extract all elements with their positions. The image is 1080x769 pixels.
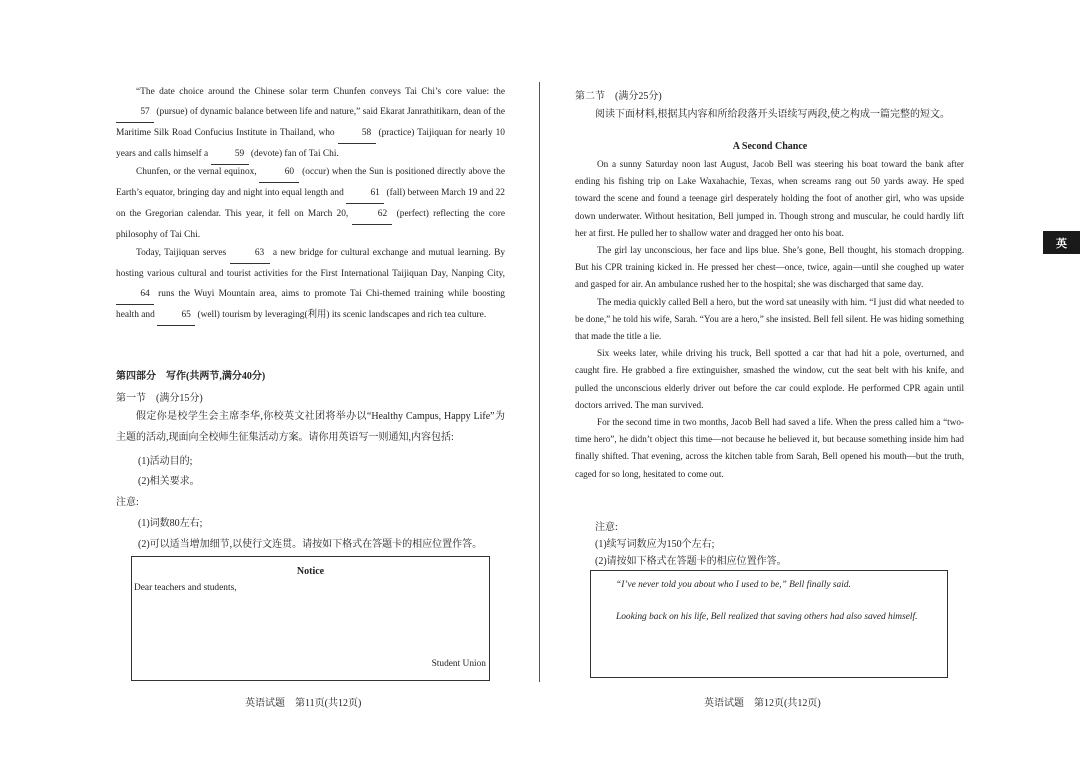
passage-text: Chunfen, or the vernal equinox, [136, 167, 260, 177]
passage-text: runs the Wuyi Mountain area, aims to promote Tai Chi-themed training while boosting health and [116, 289, 505, 320]
section1-title: 第一节 (满分15分) [116, 393, 203, 404]
blank-59: 59 [211, 144, 249, 165]
notice-answer-box [131, 556, 490, 681]
blank-57: 57 [116, 102, 154, 123]
paragraph-opener-2: Looking back on his life, Bell realized that saving others had also saved himself. [616, 612, 918, 622]
right-page [542, 0, 1080, 769]
note-item-2: (2)请按如下格式在答题卡的相应位置作答。 [595, 556, 787, 567]
notice-signature: Student Union [431, 659, 486, 669]
part4-title: 第四部分 写作(共两节,满分40分) [116, 371, 266, 382]
task-item-1: (1)活动目的; [138, 456, 193, 467]
subject-tab: 英 [1043, 231, 1080, 254]
paragraph-opener-1: “I’ve never told you about who I used to be,” Bell finally said. [616, 580, 851, 590]
passage-text: (pursue) of dynamic balance between life and nature,” said Ekarat Janrathitikarn, dean of the Maritime Silk Road Confucius Institute in Thailand, who [116, 107, 505, 138]
story-paragraph: The media quickly called Bell a hero, but the word sat uneasily with him. “I just did what needed to be done,” he told his wife, Sarah. “You are a hero,” she insisted. Bell fell silent. He was hiding something that made the title a lie. [575, 296, 964, 342]
notice-title: Notice [296, 566, 325, 577]
passage-paragraph-2 [116, 162, 505, 245]
story-body [575, 156, 964, 483]
passage-text: Today, Taijiquan serves [136, 248, 230, 258]
passage-paragraph-3 [116, 243, 505, 326]
passage-text: (perfect) reflecting the core philosophy of Tai Chi. [116, 209, 506, 240]
note-item-2: (2)可以适当增加细节,以使行文连贯。请按如下格式在答题卡的相应位置作答。 [138, 539, 483, 550]
left-page [0, 0, 538, 769]
passage-text: (occur) when the Sun is positioned directly above the Earth’s equator, bringing day and night into equal length and [116, 167, 505, 198]
blank-65: 65 [157, 305, 195, 326]
note-item-1: (1)词数80左右; [138, 518, 203, 529]
continuation-instruction: 阅读下面材料,根据其内容和所给段落开头语续写两段,使之构成一篇完整的短文。 [595, 109, 950, 120]
blank-63: 63 [230, 243, 270, 264]
page-divider [539, 82, 540, 682]
blank-60: 60 [259, 162, 299, 183]
note-label: 注意: [116, 497, 139, 508]
notice-greeting: Dear teachers and students, [134, 583, 237, 593]
passage-text: (fall) between March 19 and 22 on the Gregorian calendar. This year, it fell on March 20, [116, 188, 505, 219]
story-title: A Second Chance [732, 141, 808, 152]
passage-text: (devote) fan of Tai Chi. [248, 149, 339, 159]
note-item-1: (1)续写词数应为150个左右; [595, 539, 715, 550]
blank-61: 61 [346, 183, 384, 204]
passage-text: (practice) Taijiquan for nearly 10 years and calls himself a [116, 128, 505, 159]
blank-62: 62 [352, 204, 392, 225]
blank-64: 64 [116, 284, 154, 305]
story-paragraph: The girl lay unconscious, her face and lips blue. She’s gone, Bell thought, his stomach dropping. But his CPR training kicked in. He pressed her chest—once, twice, again—until she coughed up water and gasped for air. An ambulance rushed her to the hospital; she was discharged that same day. [575, 245, 964, 290]
blank-58: 58 [338, 123, 376, 144]
section2-title: 第二节 (满分25分) [575, 91, 662, 102]
passage-paragraph-1 [116, 82, 505, 165]
passage-text: (well) tourism by leveraging(利用) its scenic landscapes and rich tea culture. [195, 310, 487, 320]
story-paragraph: Six weeks later, while driving his truck, Bell spotted a car that had hit a pole, overturned, and caught fire. He grabbed a fire extinguisher, smashed the window, cut the seat belt with his knife, and pulled the unconscious elderly driver out before the car could explode. He performed CPR again until doctors arrived. The man survived. [575, 348, 964, 410]
passage-text: a new bridge for cultural exchange and mutual learning. By hosting various cultural and tourist activities for the First International Taijiquan Day, Nanping City, [116, 248, 506, 279]
passage-text: “The date choice around the Chinese solar term Chunfen conveys Tai Chi’s core value: the [136, 87, 505, 97]
story-paragraph: On a sunny Saturday noon last August, Jacob Bell was steering his boat toward the bank after ending his fishing trip on Lake Waxahachie, Texas, when screams rang out 50 yards away. He sped toward the scene and found a teenage girl desperately holding the foot of another girl, who was upside down underwater. Without hesitation, Bell jumped in. Though strong and muscular, he could hardly lift her at first. He pulled her to shallow water and dragged her onto his boat. [575, 159, 964, 238]
writing-task: 假定你是校学生会主席李华,你校英文社团将举办以“Healthy Campus, Happy Life”为主题的活动,现面向全校师生征集活动方案。请你用英语写一则通知,内容包括: [116, 411, 505, 443]
page-footer-12: 英语试题 第12页(共12页) [704, 698, 821, 709]
note-label: 注意: [595, 522, 618, 533]
page-footer-11: 英语试题 第11页(共12页) [245, 698, 362, 709]
continuation-answer-box [590, 570, 948, 678]
task-item-2: (2)相关要求。 [138, 476, 200, 487]
story-paragraph: For the second time in two months, Jacob Bell had saved a life. When the press called him a “two-time hero”, he didn’t object this time—not because he believed it, but because something inside him had finally shifted. That evening, across the kitchen table from Sarah, Bell opened his mouth—but the truth, caged for so long, hesitated to come out. [575, 417, 964, 479]
